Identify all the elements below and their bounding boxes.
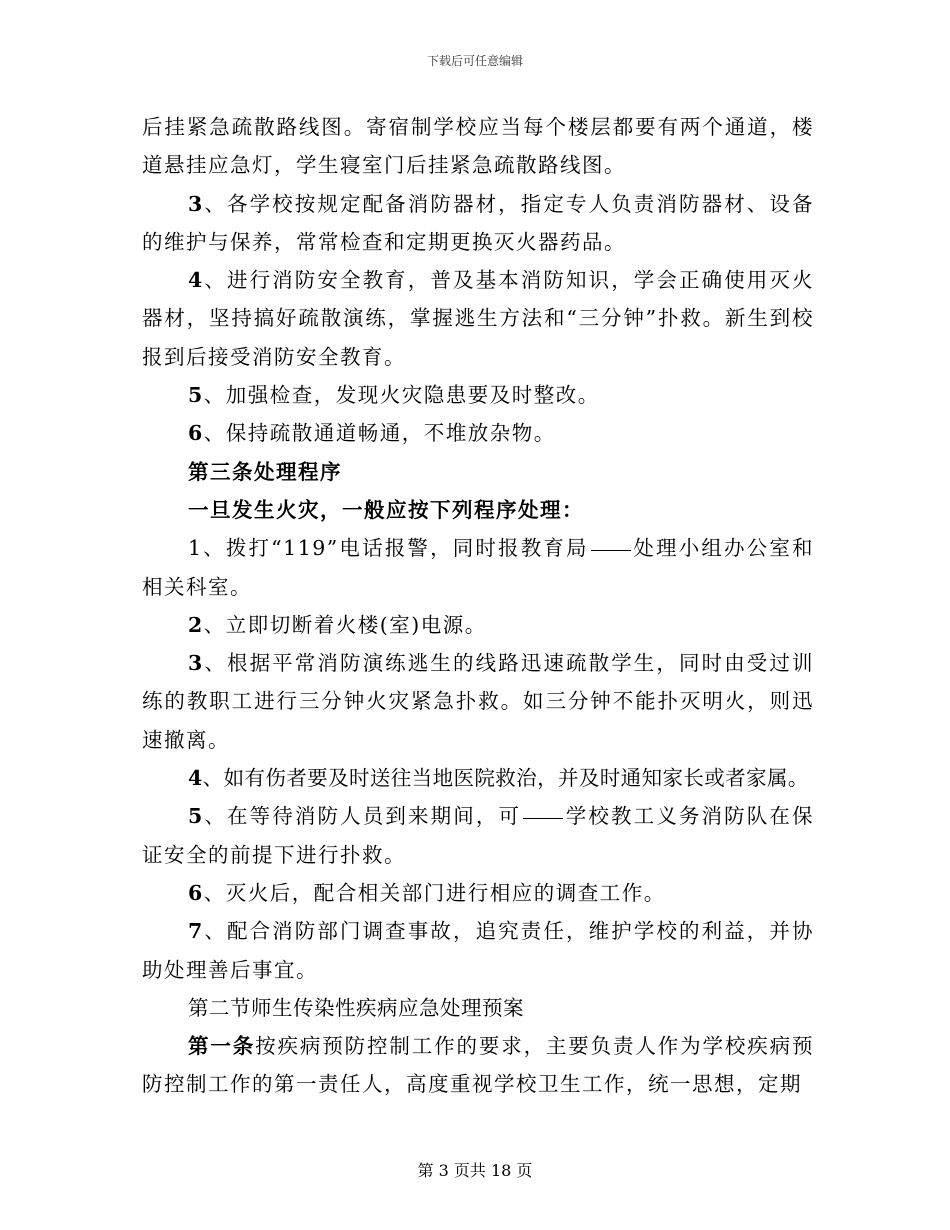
paragraph-text: 、根据平常消防演练逃生的线路迅速疏散学生，同时由受过训练的教职工进行三分钟火灾紧急扑救。如三分钟不能扑灭明火，则迅速撤离。 xyxy=(142,651,814,752)
list-number: 4 xyxy=(188,268,204,293)
list-number: 5 xyxy=(188,383,204,408)
paragraph xyxy=(142,797,814,874)
paragraph-text: 、加强检查，发现火灾隐患要及时整改。 xyxy=(203,383,600,408)
blank-line xyxy=(523,817,563,819)
list-number: 4 xyxy=(188,766,203,791)
paragraph-text: 、如有伤者要及时送往当地医院救治，并及时通知家长或者家属。 xyxy=(202,766,809,791)
paragraph-text: 、进行消防安全教育，普及基本消防知识，学会正确使用灭火器材，坚持搞好疏散演练，掌握逃生方法和“三分钟”扑救。新生到校报到后接受消防安全教育。 xyxy=(142,268,814,369)
list-number: 5 xyxy=(188,804,204,829)
paragraph xyxy=(142,759,814,797)
list-number: 6 xyxy=(188,880,204,905)
paragraph-text: 1、拨打“119”电话报警，同时报教育局 xyxy=(188,536,589,561)
paragraph-text: 、各学校按规定配备消防器材，指定专人负责消防器材、设备的维护与保养，常常检查和定期更换灭火器药品。 xyxy=(142,191,814,254)
paragraph xyxy=(142,529,814,606)
list-number: 3 xyxy=(188,191,204,216)
page-footer: 第 3 页共 18 页 xyxy=(417,1161,533,1180)
paragraph-text: 、在等待消防人员到来期间，可 xyxy=(203,804,522,829)
document-body xyxy=(142,108,814,1104)
paragraph-text: 、配合消防部门调查事故，追究责任，维护学校的利益，并协助处理善后事宜。 xyxy=(142,919,814,982)
list-number: 6 xyxy=(188,421,204,446)
paragraph xyxy=(142,874,814,912)
paragraph-text: 按疾病预防控制工作的要求，主要负责人作为学校疾病预防控制工作的第一责任人，高度重视学校卫生工作，统一思想，定期 xyxy=(142,1034,815,1097)
paragraph xyxy=(142,644,814,759)
paragraph xyxy=(142,261,814,376)
paragraph xyxy=(142,1027,814,1104)
paragraph-text: 学校教工义务消防队在保证安全的前提下进行扑救。 xyxy=(142,804,815,867)
page-header: 下载后可任意编辑 xyxy=(426,54,523,68)
list-number: 2 xyxy=(188,612,204,637)
paragraph-text: 后挂紧急疏散路线图。寄宿制学校应当每个楼层都要有两个通道，楼道悬挂应急灯，学生寝室门后挂紧急疏散路线图。 xyxy=(142,115,814,178)
article-label: 第一条 xyxy=(188,1034,256,1059)
paragraph xyxy=(142,185,814,262)
list-number: 3 xyxy=(188,651,204,676)
list-number: 7 xyxy=(188,919,204,944)
paragraph xyxy=(142,912,814,989)
section-title: 第二节师生传染性疾病应急处理预案 xyxy=(188,995,524,1020)
paragraph xyxy=(142,108,814,185)
paragraph xyxy=(142,376,814,414)
blank-line xyxy=(591,549,631,551)
subsection-heading: 一旦发生火灾，一般应按下列程序处理： xyxy=(188,497,584,522)
section-heading: 第三条处理程序 xyxy=(188,459,342,484)
paragraph-text: 、保持疏散通道畅通，不堆放杂物。 xyxy=(203,421,556,446)
paragraph-text: 、立即切断着火楼(室)电源。 xyxy=(203,612,487,637)
paragraph xyxy=(142,606,814,644)
paragraph-text: 、灭火后，配合相关部门进行相应的调查工作。 xyxy=(203,880,666,905)
paragraph xyxy=(142,414,814,452)
paragraph-text: 处理小组办公室和相关科室。 xyxy=(142,536,815,599)
